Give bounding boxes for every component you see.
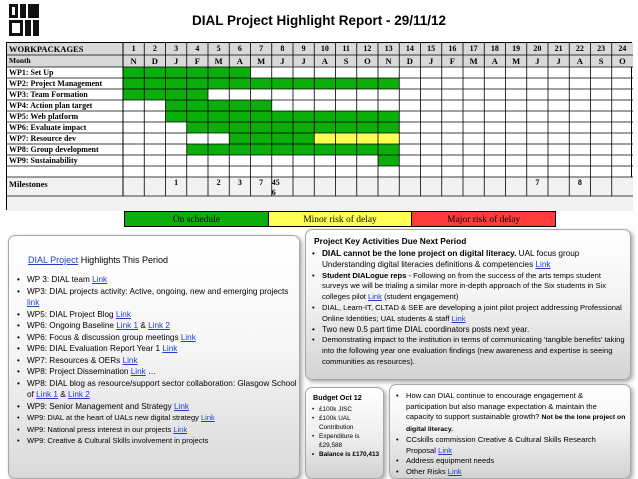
status-cell: [208, 122, 229, 133]
status-cell: [166, 89, 187, 100]
activity-item: [310, 271, 626, 303]
status-cell: [187, 100, 208, 111]
highlight-item: [15, 378, 297, 401]
status-cell: [314, 122, 335, 133]
status-cell: [378, 78, 399, 89]
highlight-link[interactable]: Link: [162, 344, 178, 353]
highlight-item: [15, 401, 297, 413]
highlight-text: WP5: DIAL Project Blog: [27, 309, 116, 319]
status-cell: [229, 78, 250, 89]
workpackage-label: WP4: Action plan target: [9, 101, 93, 110]
status-cell: [144, 78, 165, 89]
highlights-panel: [8, 235, 300, 479]
activity-item: [310, 303, 626, 325]
status-cell: [166, 111, 187, 122]
month-letter: N: [385, 56, 392, 66]
budget-panel: [305, 387, 384, 479]
highlights-list: [15, 274, 297, 447]
milestone-marker: 3: [237, 178, 242, 187]
budget-list: [310, 405, 380, 459]
highlight-link[interactable]: Link: [115, 309, 131, 319]
status-cell: [272, 133, 293, 144]
status-cell: [166, 67, 187, 78]
milestones-label: Milestones: [9, 179, 48, 189]
status-cell: [336, 133, 357, 144]
highlight-item: [15, 412, 297, 424]
issue-text: CCskills commission Creative & Cultural Skills Research Proposal: [406, 435, 596, 455]
activity-text: UAL focus group Understanding digital literacies definitions & competencies: [322, 249, 580, 269]
highlight-link[interactable]: link: [27, 298, 40, 307]
highlight-text: WP9: National press interest in our projects: [27, 424, 174, 434]
highlight-item: [15, 309, 297, 321]
highlight-item: [15, 435, 297, 447]
milestone-marker: 45: [271, 178, 280, 187]
status-cell: [314, 144, 335, 155]
month-letter: M: [469, 56, 478, 66]
month-number: 3: [174, 44, 179, 53]
month-number: 11: [342, 44, 350, 53]
month-number: 8: [280, 44, 285, 53]
workpackage-label: WP1: Set Up: [9, 68, 54, 77]
month-number: 6: [237, 44, 242, 53]
status-cell: [208, 67, 229, 78]
issue-item: [394, 467, 626, 478]
month-number: 23: [597, 44, 606, 53]
workpackage-label: WP7: Resource dev: [9, 134, 76, 143]
highlight-link[interactable]: Link 1: [116, 321, 139, 330]
milestone-marker: 1: [174, 178, 179, 187]
month-letter: J: [301, 56, 306, 66]
status-cell: [123, 89, 144, 100]
highlight-link[interactable]: Link: [130, 367, 146, 376]
workpackage-label: WP3: Team Formation: [9, 90, 88, 99]
status-cell: [251, 133, 272, 144]
month-number: 24: [618, 44, 627, 53]
status-cell: [187, 122, 208, 133]
budget-item: • £100k UAL Contribution: [310, 414, 380, 432]
status-cell: [123, 67, 144, 78]
highlight-text: &: [138, 321, 149, 330]
highlight-text: WP9: Creative & Cultural Skills involvement in projects: [27, 436, 209, 445]
month-letter: S: [598, 56, 604, 66]
issue-text: Address equipment needs: [406, 456, 495, 465]
milestone-marker: 8: [577, 178, 582, 187]
status-cell: [229, 111, 250, 122]
activity-text: Demonstrating impact to the institution in terms of communicating 'tangible benefits' taking into the following year one evaluation findings (new awareness and expertise is seeing communities as resources).: [322, 335, 625, 366]
month-number: 9: [301, 44, 306, 53]
month-letter: M: [214, 56, 223, 66]
highlight-text: WP6: Ongoing Baseline: [27, 321, 117, 330]
highlight-text: WP9: Senior Management and Strategy: [27, 401, 174, 411]
key-activities-list: [310, 249, 626, 368]
status-cell: [208, 78, 229, 89]
highlight-text: WP6: Focus & discussion group meetings: [27, 332, 181, 342]
issue-text: How can DIAL continue to encourage engagement & participation but also manage expectation & maintain the capacity to support sustainable growth?: [406, 391, 597, 421]
month-number: 16: [448, 44, 457, 53]
month-letter: J: [556, 56, 561, 66]
status-cell: [166, 78, 187, 89]
milestone-marker: 2: [216, 178, 221, 187]
status-cell: [314, 78, 335, 89]
month-number: 21: [554, 44, 563, 53]
highlight-item: [15, 320, 297, 332]
highlight-item: [15, 343, 297, 355]
status-cell: [272, 111, 293, 122]
month-number: 15: [427, 44, 436, 53]
status-cell: [208, 111, 229, 122]
status-cell: [123, 78, 144, 89]
status-cell: [272, 122, 293, 133]
month-number: 20: [533, 44, 542, 53]
gantt-chart: [6, 42, 632, 210]
issues-panel: [389, 384, 631, 479]
status-cell: [293, 78, 314, 89]
status-cell: [336, 122, 357, 133]
status-cell: [229, 133, 250, 144]
highlight-link[interactable]: Link 2: [148, 321, 170, 330]
workpackage-label: WP5: Web platform: [9, 112, 79, 121]
activity-item: [310, 335, 626, 367]
status-cell: [357, 78, 378, 89]
status-cell: [251, 78, 272, 89]
month-letter: J: [280, 56, 285, 66]
status-cell: [336, 111, 357, 122]
highlight-item: [15, 274, 297, 286]
highlight-item: [15, 355, 297, 367]
highlight-link[interactable]: Link: [92, 275, 108, 284]
month-number: 4: [195, 44, 200, 53]
page-title: DIAL Project Highlight Report - 29/11/12: [191, 13, 447, 28]
month-number: 12: [363, 44, 372, 53]
month-letter: A: [576, 56, 583, 66]
issues-list: [394, 391, 626, 477]
month-letter: M: [512, 56, 521, 66]
month-number: 1: [131, 44, 136, 53]
activity-link[interactable]: Link: [368, 292, 382, 302]
activity-text: - Following on from the success of the arts temps student surveys we will be trialing a similar more in-depth approach of the Six students in Six colleges pilot: [322, 270, 607, 302]
status-cell: [208, 100, 229, 111]
budget-item: • Balance is £170,413: [310, 450, 380, 459]
activity-emphasis: Student DIALogue reps: [322, 270, 407, 280]
month-letter: S: [343, 56, 349, 66]
highlight-text: …: [145, 367, 157, 376]
highlight-text: WP 3: DIAL team: [27, 275, 93, 284]
status-cell: [314, 133, 335, 144]
month-letter: J: [429, 56, 434, 66]
month-number: 10: [320, 44, 329, 53]
month-letter: F: [194, 56, 200, 66]
status-cell: [187, 78, 208, 89]
status-cell: [293, 122, 314, 133]
month-number: 5: [216, 44, 221, 53]
highlight-item: [15, 424, 297, 436]
budget-item: • Expenditure is £29,588: [310, 432, 380, 450]
status-cell: [187, 67, 208, 78]
month-letter: A: [236, 56, 243, 66]
highlight-link[interactable]: Link: [122, 355, 138, 365]
highlight-text: WP7: Resources & OERs: [27, 355, 123, 365]
key-activities-heading: Project Key Activities Due Next Period: [314, 236, 467, 246]
highlight-link[interactable]: Link: [200, 413, 215, 422]
month-letter: A: [491, 56, 498, 66]
budget-heading: Budget Oct 12: [313, 393, 362, 402]
issue-item: [394, 391, 626, 435]
activity-emphasis: DIAL cannot be the lone project on digital literacy.: [322, 249, 517, 258]
activity-link[interactable]: Link: [535, 259, 551, 269]
issue-text: Other Risks: [406, 466, 448, 476]
status-cell: [293, 111, 314, 122]
status-cell: [336, 78, 357, 89]
status-cell: [144, 89, 165, 100]
workpackage-label: WP6: Evaluate impact: [9, 123, 87, 132]
status-cell: [272, 78, 293, 89]
highlight-text: WP8: DIAL blog as resource/support sector collaboration: Glasgow School of: [27, 378, 297, 399]
status-cell: [208, 144, 229, 155]
issue-item: [394, 456, 626, 467]
highlight-link[interactable]: Link: [173, 424, 188, 434]
status-cell: [272, 144, 293, 155]
status-cell: [229, 100, 250, 111]
status-cell: [293, 133, 314, 144]
status-cell: [378, 122, 399, 133]
status-cell: [314, 111, 335, 122]
highlight-text: &: [57, 390, 68, 399]
status-cell: [251, 100, 272, 111]
status-cell: [251, 111, 272, 122]
status-cell: [293, 144, 314, 155]
highlight-text: WP3: DIAL projects activity: Active, ongoing, new and emerging projects: [27, 286, 289, 296]
status-cell: [229, 144, 250, 155]
legend-major-risk: Major risk of delay: [412, 211, 556, 227]
month-letter: O: [619, 56, 626, 66]
workpackage-label: WP2: Project Management: [9, 79, 103, 88]
status-cell: [187, 111, 208, 122]
activity-link[interactable]: Link: [451, 313, 466, 323]
month-number: 22: [575, 44, 584, 53]
month-letter: J: [174, 56, 179, 66]
highlight-link[interactable]: Link 2: [67, 390, 90, 399]
status-legend: [124, 211, 556, 227]
legend-on-schedule: On schedule: [124, 211, 269, 227]
status-cell: [336, 144, 357, 155]
issue-link[interactable]: Link: [438, 445, 453, 455]
highlight-item: [15, 332, 297, 344]
highlight-text: WP8: Project Dissemination: [27, 367, 131, 376]
status-cell: [378, 144, 399, 155]
status-cell: [378, 111, 399, 122]
activity-item: [310, 249, 626, 271]
status-cell: [357, 122, 378, 133]
workpackage-label: WP9: Sustainability: [9, 156, 78, 165]
month-number: 17: [469, 44, 478, 53]
milestone-marker: 6: [271, 188, 276, 197]
month-letter: F: [449, 56, 455, 66]
activity-text: (student engagement): [381, 292, 459, 302]
status-cell: [187, 144, 208, 155]
issue-link[interactable]: Link: [447, 466, 462, 476]
legend-minor-risk: Minor risk of delay: [269, 211, 413, 227]
month-letter: O: [364, 56, 371, 66]
status-cell: [229, 122, 250, 133]
status-cell: [166, 100, 187, 111]
highlight-item: [15, 366, 297, 378]
month-letter: N: [130, 56, 137, 66]
status-cell: [378, 155, 399, 166]
milestone-marker: 7: [535, 178, 540, 187]
month-letter: D: [151, 56, 158, 66]
status-cell: [251, 144, 272, 155]
status-cell: [357, 144, 378, 155]
highlight-link[interactable]: Link: [174, 401, 190, 411]
highlight-item: [15, 286, 297, 309]
key-activities-panel: [305, 229, 631, 380]
status-cell: [187, 89, 208, 100]
month-number: 7: [259, 44, 264, 53]
budget-item: • £100k JISC: [310, 405, 380, 414]
month-number: 18: [490, 44, 499, 53]
workpackage-label: WP8: Group development: [9, 145, 99, 154]
month-letter: J: [535, 56, 540, 66]
month-header: Month: [9, 56, 31, 65]
issue-item: [394, 435, 626, 456]
highlight-link[interactable]: Link 1: [36, 390, 58, 399]
workpackages-header: WORKPACKAGES: [9, 44, 84, 54]
activity-item: [310, 325, 626, 336]
highlight-text: WP9: DIAL at the heart of UALs new digital strategy: [27, 413, 201, 422]
month-number: 19: [512, 44, 521, 53]
milestone-marker: 7: [259, 178, 264, 187]
status-cell: [357, 133, 378, 144]
month-letter: D: [406, 56, 413, 66]
status-cell: [378, 133, 399, 144]
highlights-heading: DIAL Project Highlights This Period: [28, 255, 169, 265]
status-cell: [357, 111, 378, 122]
month-letter: A: [321, 56, 328, 66]
highlight-link[interactable]: Link: [180, 332, 196, 342]
issue-emphasis: Not be the lone project on digital literacy.: [406, 414, 626, 433]
status-cell: [144, 67, 165, 78]
status-cell: [251, 122, 272, 133]
month-number: 2: [152, 44, 157, 53]
dial-project-link[interactable]: DIAL Project: [28, 255, 79, 265]
month-letter: M: [257, 56, 266, 66]
status-cell: [229, 67, 250, 78]
month-number: 13: [384, 44, 393, 53]
activity-text: DIAL, Learn-IT, CLTAD & SEE are developing a joint pilot project addressing Professional Online Identities; UAL students & staff: [322, 302, 622, 323]
month-number: 14: [405, 44, 414, 53]
highlight-text: WP6: DIAL Evaluation Report Year 1: [27, 344, 163, 353]
activity-text: Two new 0.5 part time DIAL coordinators posts next year.: [322, 324, 530, 334]
